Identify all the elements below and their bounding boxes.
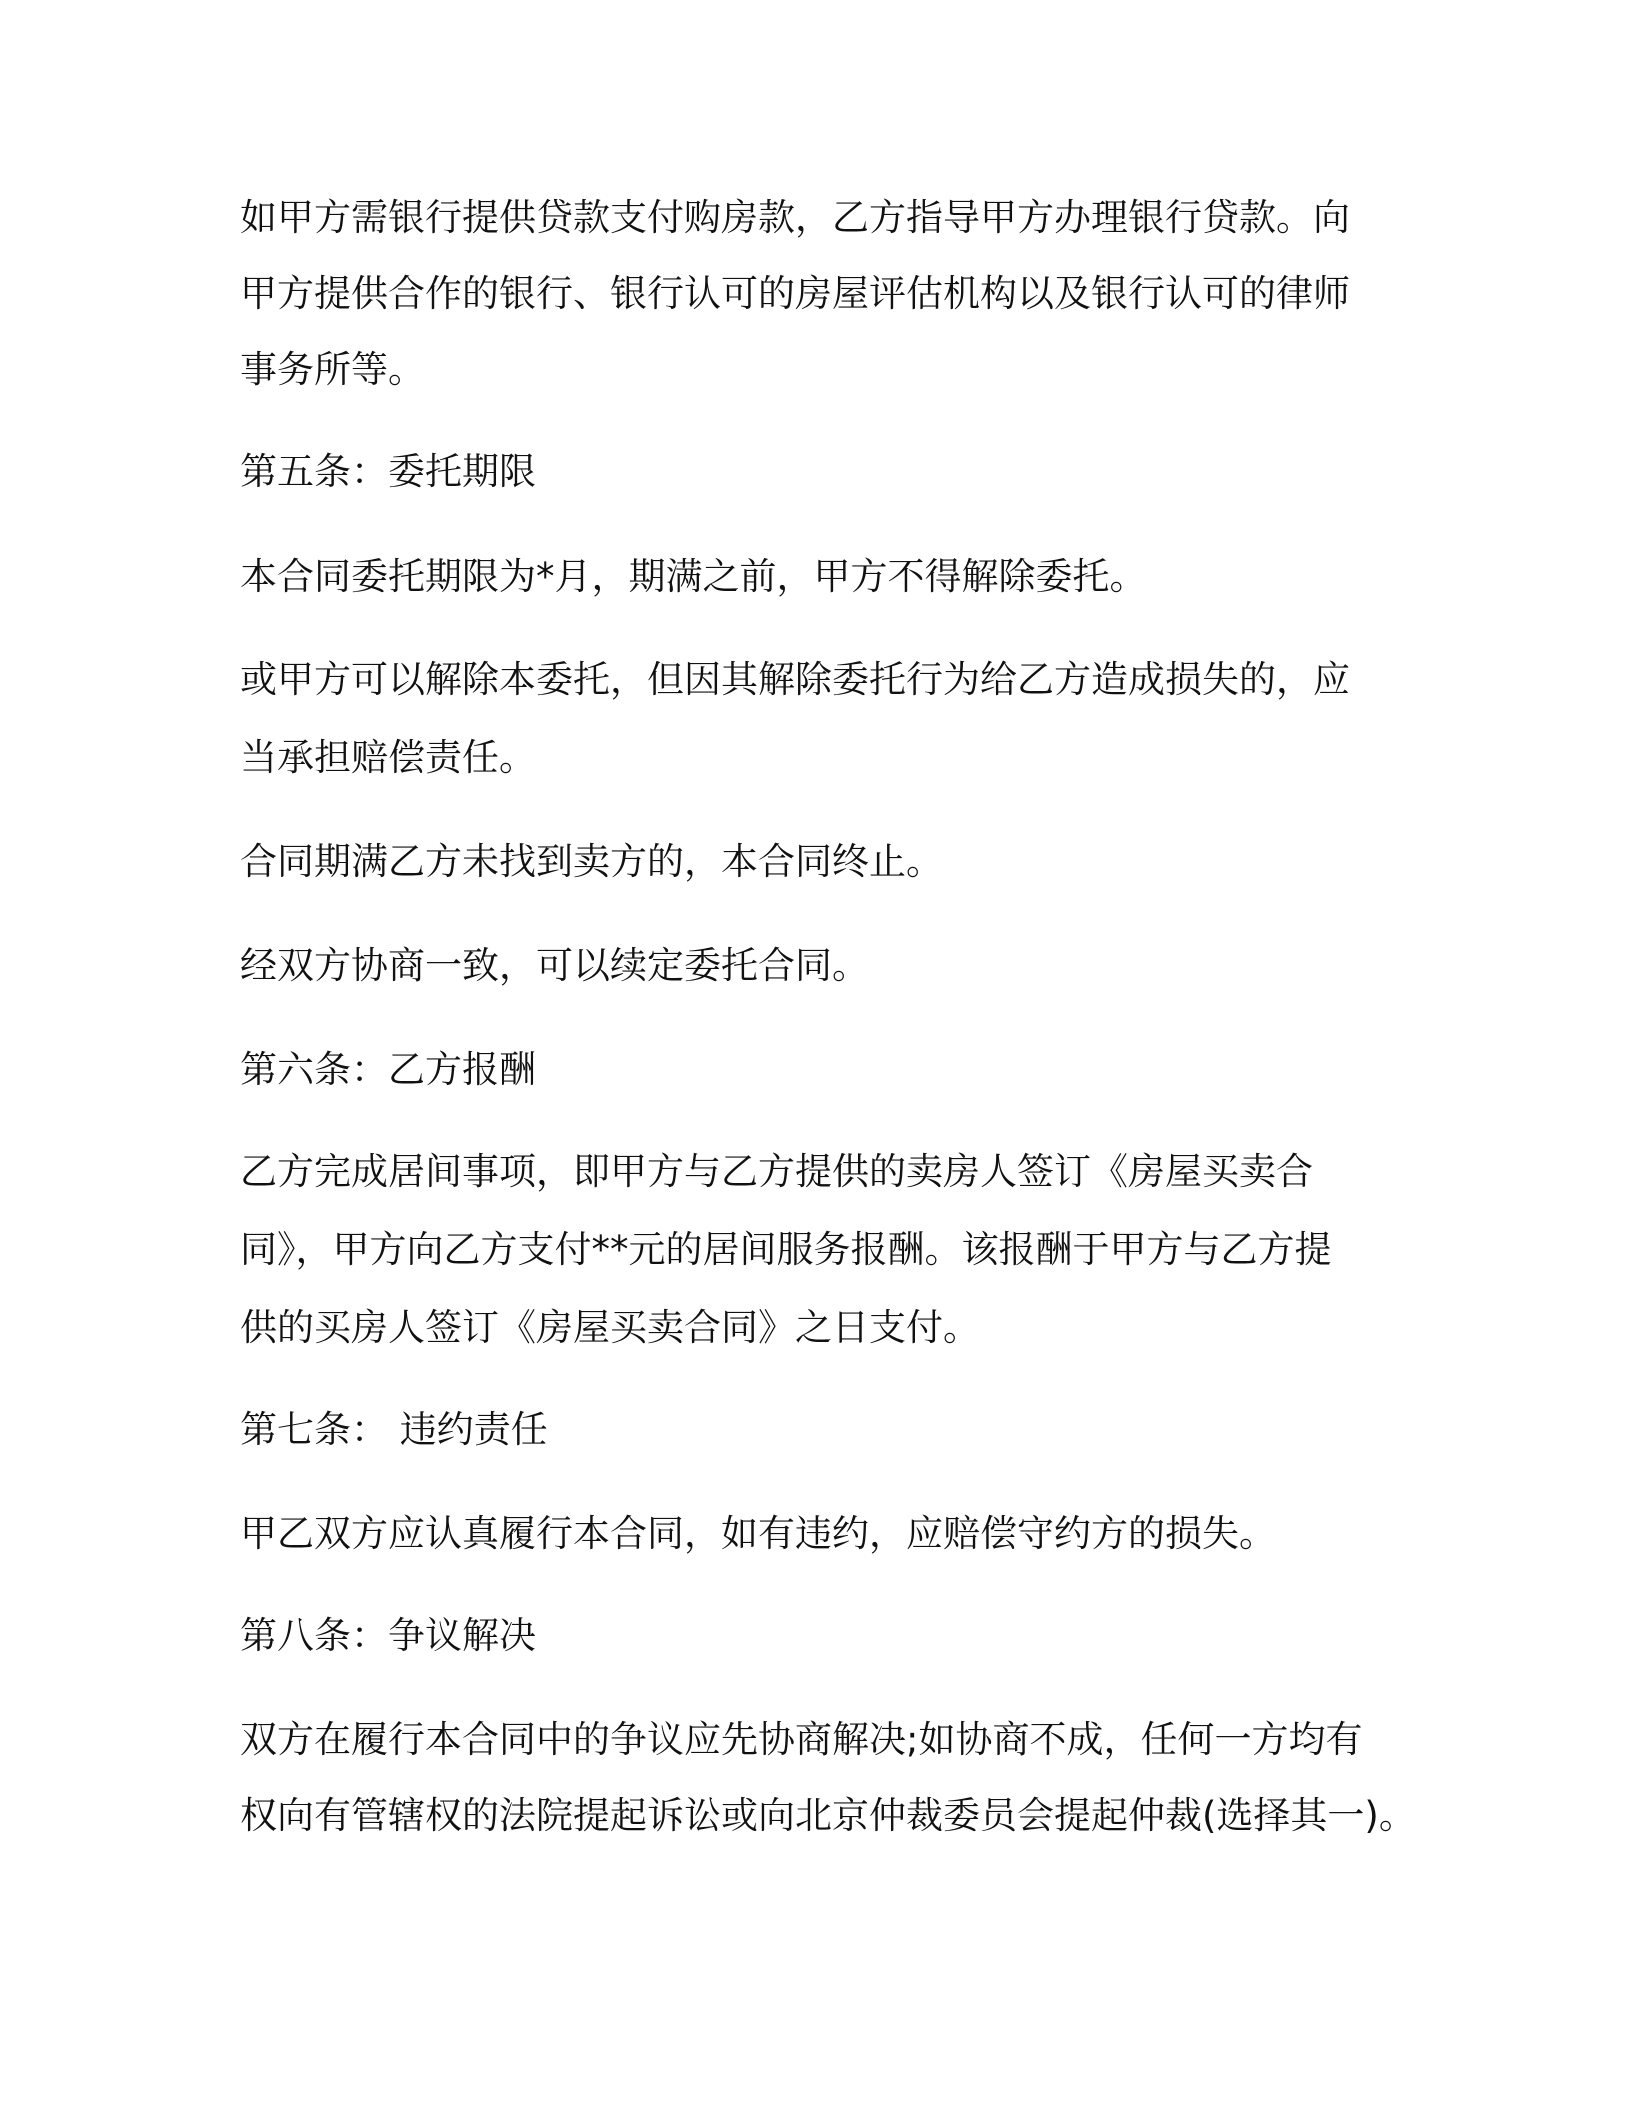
section-heading-5: 第五条：委托期限 [240, 450, 536, 493]
section-heading-6: 第六条：乙方报酬 [240, 1048, 536, 1091]
paragraph-expiry: 合同期满乙方未找到卖方的，本合同终止。 [240, 840, 943, 883]
paragraph-breach: 甲乙双方应认真履行本合同，如有违约，应赔偿守约方的损失。 [240, 1512, 1276, 1555]
paragraph-termination-line-1: 或甲方可以解除本委托，但因其解除委托行为给乙方造成损失的，应 [240, 658, 1350, 701]
paragraph-termination-line-2: 当承担赔偿责任。 [240, 736, 536, 779]
paragraph-dispute-line-1: 双方在履行本合同中的争议应先协商解决;如协商不成，任何一方均有 [240, 1718, 1363, 1761]
paragraph-term: 本合同委托期限为*月，期满之前，甲方不得解除委托。 [240, 555, 1147, 598]
paragraph-fee-line-2: 同》，甲方向乙方支付**元的居间服务报酬。该报酬于甲方与乙方提 [240, 1228, 1332, 1271]
paragraph-fee-line-1: 乙方完成居间事项，即甲方与乙方提供的卖房人签订《房屋买卖合 [240, 1150, 1313, 1193]
paragraph-fee-line-3: 供的买房人签订《房屋买卖合同》之日支付。 [240, 1306, 980, 1349]
paragraph-loan-line-1: 如甲方需银行提供贷款支付购房款，乙方指导甲方办理银行贷款。向 [240, 196, 1350, 239]
paragraph-loan-line-3: 事务所等。 [240, 348, 425, 391]
paragraph-loan-line-2: 甲方提供合作的银行、银行认可的房屋评估机构以及银行认可的律师 [240, 272, 1350, 315]
paragraph-renewal: 经双方协商一致，可以续定委托合同。 [240, 944, 869, 987]
paragraph-dispute-line-2: 权向有管辖权的法院提起诉讼或向北京仲裁委员会提起仲裁(选择其一)。 [240, 1794, 1416, 1837]
section-heading-7: 第七条： 违约责任 [240, 1408, 548, 1451]
section-heading-8: 第八条：争议解决 [240, 1614, 536, 1657]
